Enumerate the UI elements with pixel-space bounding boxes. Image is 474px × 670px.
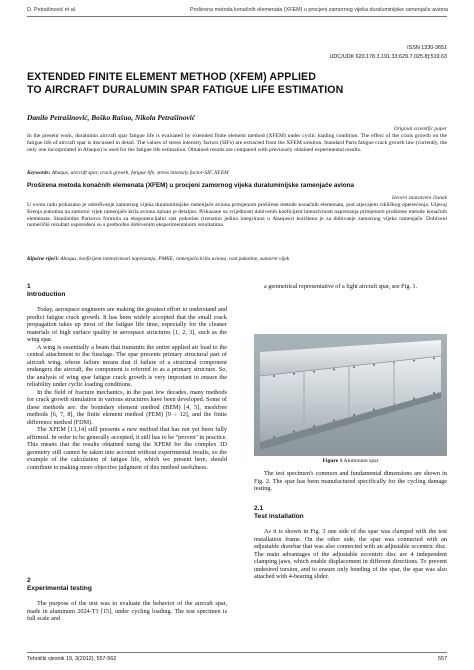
running-header-title: Proširena metoda konačnih elemenata (XFEM) u procjeni zamornog vijeka duraluminijske ramenjače aviona (190, 7, 448, 13)
intro-paragraph-4: The XFEM [13,14] still presents a new method that has not yet been fully affirmed. In order to be generally accepted, it still has to be "proven" in practice. This means that the results obtained using the XFEM for the complex 3D geometry still cannot be taken into account without experimental results, so the example of the calculation of fatigue life, which we present here, should contribute to making more objective judgment of this method usefulness. (27, 426, 227, 471)
intro-paragraph-2: A wing is essentially a beam that transmits the entire applied air load to the central attachment to the fuselage. The spar presents primary structural part of aircraft wing, whose failure means that if failure of a structural component endangers the aircraft, the component is referred to as a primary structure. So, the analysis of wing spar fatigue crack growth is very important to ensure the reliability under cyclic loading conditions. (27, 343, 227, 388)
keywords-en-label: Keywords: (27, 170, 51, 176)
left-column-text-2 (27, 600, 227, 623)
keywords-hr-label: Ključne riječi: (27, 256, 59, 262)
test-installation-paragraph: As it is shown in Fig. 3 one side of the spar was clamped with the test installation frame. On the other side, the spar was connected with an adjustable drawbar that was also connected with an adjustable eccentric disc. The main advantages of the adjustable eccentric disc are 4 independent clamping jaws, which enable displacement in different directions. To prevent undesired torsion, and to ensure only bending of the spar, the spar was also attached with 4-bearing slider. (254, 528, 447, 580)
header-rule (27, 16, 447, 17)
section-2-heading (27, 577, 227, 593)
right-column-text-3 (254, 528, 447, 581)
authors: Danilo Petrašinović, Boško Rašuo, Nikola Petrašinović (27, 113, 196, 122)
paper-title-line-2: TO AIRCRAFT DURALUMIN SPAR FATIGUE LIFE ESTIMATION (27, 84, 344, 96)
aluminum-spar-image (254, 334, 447, 456)
intro-paragraph-1: Today, aerospace engineers are making the greatest effort to understand and predict fatigue crack growth. It has been widely accepted that the small crack propagation takes up most of the fatigue life time, especially for the cleaner materials of high surface quality in aerospace structures [1, 2, 3], such as the wing spar. (27, 306, 227, 343)
section-2-1-number: 2.1 (254, 505, 264, 512)
keywords-hr-list: Abaqus, koeficijent intenzivnosti naprezanja, PMKE, ramenjača krila aviona, rast pukotine, zamorni vijek (60, 256, 290, 262)
section-2-number: 2 (27, 577, 31, 584)
right-column-text-1 (254, 283, 447, 291)
paper-type-hr: Izvorni znanstveni članak (391, 195, 447, 201)
paper-title-line-1: EXTENDED FINITE ELEMENT METHOD (XFEM) APPLIED (27, 71, 316, 83)
section-1-number: 1 (27, 283, 31, 290)
right-column-text-2 (254, 470, 447, 493)
section-2-1-title: Test installation (254, 513, 304, 520)
abstract-en: In the present work, duralumin aircraft spar fatigue life is evaluated by extended finite element method (XFEM) under cyclic loading condition. The effect of the crack growth on the fatigue life of aircraft spar is discussed in detail. The values of stress intensity factors (SIFs) are extracted from the XFEM solution. Standard Paris fatigue crack growth law (currently, the only one incorporated in Abaqus) is used for the fatigue life estimation. Obtained results are compared with previously obtained experimental results. (27, 133, 447, 153)
section-1-title: Introduction (27, 291, 66, 298)
figure-1-caption (254, 458, 447, 464)
page-number: 557 (438, 656, 447, 662)
keywords-en (27, 170, 447, 177)
udc: UDC/UDK 620.178.3.191.33:629.7.025.8]:519.63 (329, 54, 447, 60)
running-header-authors: D. Petrašinović et al. (27, 7, 77, 13)
left-column-text (27, 306, 227, 471)
keywords-en-list: Abaqus, aircraft spar, crack growth, fatigue life, stress intensity factor-SIF, XFEM (51, 170, 229, 176)
section-2-1-heading (254, 505, 447, 521)
figure-1-text: Aluminum spar (343, 458, 379, 464)
footer-rule (27, 652, 447, 653)
keywords-hr (27, 256, 447, 263)
aluminum-spar-figure (254, 334, 447, 456)
section-2-title: Experimental testing (27, 585, 92, 592)
paper-type-en: Original scientific paper (393, 126, 447, 132)
footer-journal: Tehnički vjesnik 19, 3(2012), 557-562 (27, 656, 117, 662)
section-1-heading (27, 283, 227, 299)
intro-paragraph-3: In the field of fracture mechanics, in the past few decades, many methods for crack growth simulation in various structures have been developed. Some of these methods are: the boundary element method (BEM) [4, 5], meshfree methods [6, 7, 8], the finite element method (FEM) [9 ÷ 12], and the finite difference method (FDM). (27, 388, 227, 426)
experimental-paragraph-1: The purpose of the test was to evaluate the behavior of the aircraft spar, made in aluminum 2024-T3 [15], under cycling loading. The test specimen is full scale and (27, 600, 227, 622)
issn: ISSN 1330-3651 (407, 45, 447, 51)
spar-intro-paragraph: a geometrical representative of a light aircraft spar, see Fig. 1. (264, 283, 418, 290)
figure-1-label: Figure 1 (322, 458, 343, 464)
title-hr: Proširena metoda konačnih elemenata (XFEM) u procjeni zamornog vijeka duraluminijske ramenjače aviona (27, 182, 355, 189)
abstract-hr: U ovom radu prikazano je određivanje zamornog vijeka duraluminijske ramenjače aviona primjenom proširene metode konačnih elemenata, pod utjecajem cikličkog opterećenja. Utjecaj širenja pukotina na zamorni vijek ramenjače krila aviona opisan je detaljno. Prikazane su vrijednosti dobivenih koeficijent intenzivnosti naprezanja primjenom proširene metode konačnih elemenata. Standardna Parisova formula za eksponencijalni rast pukotine (trenutno jedina integrirana u Abaqusu) korištena je za dobivanje zamornog vijeka ramenjače. Dobiveni numerički rezultati uspoređeni su s prethodno dobivenim eksperimentalnim rezultatima. (27, 202, 447, 229)
dimensions-paragraph: The test specimen's common and fundamental dimensions are shown in Fig. 2. The spar has been manufactured specifically for the cycling damage testing. (254, 470, 447, 492)
